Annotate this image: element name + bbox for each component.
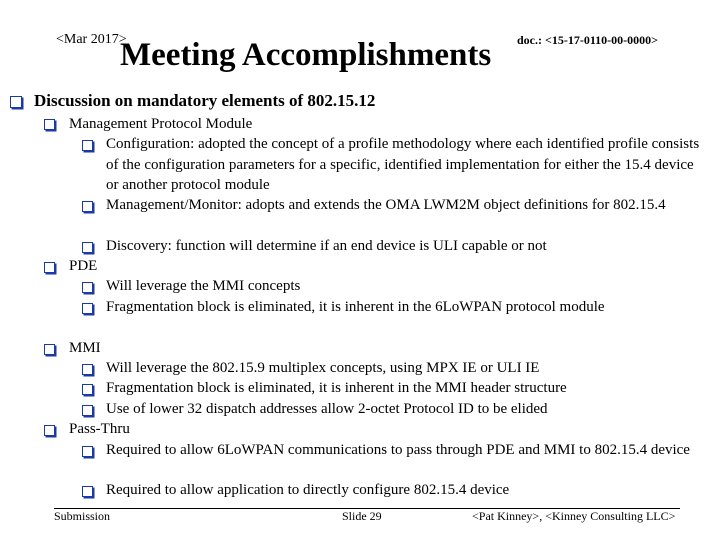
bullet-box-icon <box>82 140 93 151</box>
bullet-pt-6lowpan: Required to allow 6LoWPAN communications to pass through PDE and MMI to 802.15.4 device <box>106 442 690 458</box>
footer-submission: Submission <box>54 509 111 523</box>
header-doc-id: doc.: <15-17-0110-00-0000> <box>517 33 658 47</box>
bullet-box-icon <box>82 201 93 212</box>
bullet-mmi-mpx: Will leverage the 802.15.9 multiplex concepts, using MPX IE or ULI IE <box>106 360 540 376</box>
bullet-passthru: Pass-Thru <box>69 421 130 437</box>
bullet-box-icon <box>44 344 55 355</box>
bullet-box-icon <box>44 119 55 130</box>
bullet-mgmt-discovery: Discovery: function will determine if an end device is ULI capable or not <box>106 238 547 254</box>
bullet-box-icon <box>82 282 93 293</box>
footer-author: <Pat Kinney>, <Kinney Consulting LLC> <box>472 509 676 523</box>
bullet-main: Discussion on mandatory elements of 802.15.12 <box>34 91 376 110</box>
bullet-box-icon <box>82 364 93 375</box>
bullet-pde: PDE <box>69 258 98 274</box>
bullet-mmi: MMI <box>69 340 101 356</box>
bullet-mmi-frag: Fragmentation block is eliminated, it is inherent in the MMI header structure <box>106 380 567 396</box>
bullet-box-icon <box>82 303 93 314</box>
bullet-box-icon <box>44 425 55 436</box>
bullet-mgmt: Management Protocol Module <box>69 116 253 132</box>
bullet-mgmt-config: Configuration: adopted the concept of a profile methodology where each identified profile consists of the configuration parameters for a specific, identified implementation for either the 15.4 device or another protocol module <box>106 136 700 193</box>
footer-slide-number: Slide 29 <box>342 509 382 523</box>
header-date: <Mar 2017> <box>56 32 127 47</box>
bullet-box-icon <box>82 446 93 457</box>
bullet-box-icon <box>10 96 22 108</box>
bullet-box-icon <box>82 242 93 253</box>
bullet-box-icon <box>82 486 93 497</box>
bullet-mmi-dispatch: Use of lower 32 dispatch addresses allow 2-octet Protocol ID to be elided <box>106 401 548 417</box>
slide-title: Meeting Accomplishments <box>120 37 492 73</box>
bullet-mgmt-monitor: Management/Monitor: adopts and extends the OMA LWM2M object definitions for 802.15.4 <box>106 197 666 213</box>
bullet-box-icon <box>82 405 93 416</box>
bullet-pde-mmi: Will leverage the MMI concepts <box>106 278 301 294</box>
bullet-box-icon <box>82 384 93 395</box>
bullet-pde-frag: Fragmentation block is eliminated, it is inherent in the 6LoWPAN protocol module <box>106 299 605 315</box>
bullet-box-icon <box>44 262 55 273</box>
bullet-pt-app: Required to allow application to directly configure 802.15.4 device <box>106 482 510 498</box>
